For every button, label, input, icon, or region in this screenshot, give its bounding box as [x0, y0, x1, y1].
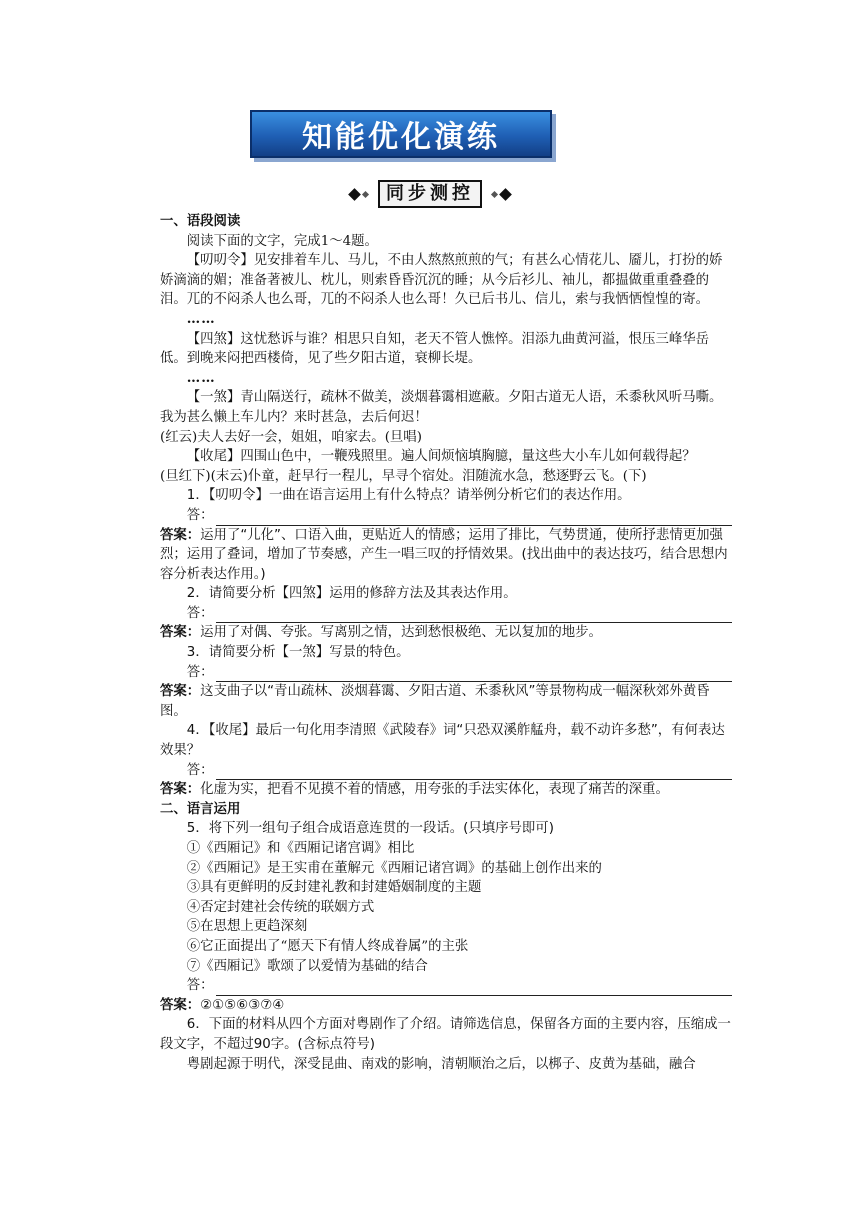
answer-label: 答案： [160, 997, 201, 1013]
stage-direction: (旦红下)(末云)仆童，赶早行一程儿，早寻个宿处。泪随流水急，愁逐野云飞。(下) [160, 468, 647, 484]
question-text: 1．【叨叨令】一曲在语言运用上有什么特点？请举例分析它们的表达作用。 [186, 488, 631, 504]
answer-label: 答案： [160, 527, 201, 543]
answer-line [160, 663, 732, 683]
answer-text: 运用了“儿化”、口语入曲，更贴近人的情感；运用了排比，气势贯通，使所抒悲情更加强烈；运用了叠词，增加了节奏感，产生一唱三叹的抒情效果。(找出曲中的表达技巧，结合思想内容分析表达作用。) [160, 527, 728, 582]
answer-paragraph [160, 996, 732, 1016]
subtitle-bar [0, 180, 860, 208]
ellipsis: …… [186, 369, 216, 386]
diamond-icon [348, 188, 361, 201]
answer-line [160, 976, 732, 996]
question-text: 4．【收尾】最后一句化用李清照《武陵春》词“只恐双溪舴艋舟，载不动许多愁”，有何表达效果？ [160, 723, 725, 759]
section-heading: 二、语言运用 [160, 801, 241, 817]
answer-prompt: 答： [186, 605, 214, 621]
passage-paragraph: 【收尾】四围山色中，一鞭残照里。遍人间烦恼填胸臆，量这些大小车儿如何载得起？ [186, 449, 696, 465]
answer-prompt: 答： [186, 664, 214, 680]
answer-line [160, 604, 732, 624]
list-item: ①《西厢记》和《西厢记诸宫调》相比 [186, 841, 415, 856]
list-item: ④否定封建社会传统的联姻方式 [186, 899, 375, 915]
answer-text: 化虚为实，把看不见摸不着的情感，用夸张的手法实体化，表现了痛苦的深重。 [200, 782, 669, 798]
answer-text: ②①⑤⑥③⑦④ [200, 997, 285, 1013]
stage-direction: (红云)夫人去好一会，姐姐，咱家去。(旦唱) [160, 429, 422, 445]
answer-text: 运用了对偶、夸张。写离别之情，达到愁恨极绝、无以复加的地步。 [200, 625, 602, 641]
answer-blank[interactable] [216, 765, 732, 780]
answer-prompt: 答： [186, 978, 214, 994]
question-text: 5．将下列一组句子组合成语意连贯的一段话。(只填序号即可) [186, 821, 554, 837]
list-item: ②《西厢记》是王实甫在董解元《西厢记诸宫调》的基础上创作出来的 [186, 860, 602, 876]
answer-paragraph [160, 526, 732, 585]
document-body [160, 212, 732, 1074]
question-text: 3．请简要分析【一煞】写景的特色。 [186, 645, 410, 661]
answer-blank[interactable] [216, 608, 732, 623]
answer-label: 答案： [160, 684, 201, 700]
ellipsis: …… [186, 310, 216, 327]
answer-blank[interactable] [216, 667, 732, 682]
answer-paragraph [160, 682, 732, 721]
passage-paragraph: 【叨叨令】见安排着车儿、马儿，不由人熬熬煎煎的气；有甚么心情花儿、靥儿，打扮的娇娇滴滴的媚；准备著被儿、枕儿，则索昏昏沉沉的睡；从今后衫儿、袖儿，都揾做重重叠叠的泪。兀的不闷杀人也么哥，兀的不闷杀人也么哥！久已后书儿、信儿，索与我恓恓惶惶的寄。 [160, 253, 723, 308]
question-text: 2．请简要分析【四煞】运用的修辞方法及其表达作用。 [186, 586, 517, 602]
answer-paragraph [160, 623, 732, 643]
instruction-text: 阅读下面的文字，完成1～4题。 [186, 233, 378, 249]
answer-text: 这支曲子以“青山疏林、淡烟暮霭、夕阳古道、禾黍秋风”等景物构成一幅深秋郊外黄昏图。 [160, 684, 710, 719]
answer-blank[interactable] [216, 981, 732, 996]
list-item: ⑦《西厢记》歌颂了以爱情为基础的结合 [186, 958, 428, 974]
answer-paragraph [160, 780, 732, 800]
question-text: 6．下面的材料从四个方面对粤剧作了介绍。请筛选信息，保留各方面的主要内容，压缩成一段文字，不超过90字。(含标点符号) [160, 1017, 731, 1052]
banner-title: 知能优化演练 [302, 120, 500, 155]
list-item: ③具有更鲜明的反封建礼教和封建婚姻制度的主题 [186, 880, 482, 896]
list-item: ⑥它正面提出了“愿天下有情人终成眷属”的主张 [186, 938, 469, 954]
passage-paragraph: 【四煞】这忧愁诉与谁？相思只自知，老天不管人憔悴。泪添九曲黄河溢，恨压三峰华岳低。到晚来闷把西楼倚，见了些夕阳古道，衰柳长堤。 [160, 331, 710, 367]
passage-paragraph: 粤剧起源于明代，深受昆曲、南戏的影响，清朝顺治之后，以梆子、皮黄为基础，融合 [186, 1056, 696, 1072]
answer-line [160, 506, 732, 526]
answer-label: 答案： [160, 782, 201, 798]
answer-line [160, 761, 732, 781]
section-heading: 一、语段阅读 [160, 214, 241, 229]
answer-prompt: 答： [186, 762, 214, 778]
section-subtitle: 同步测控 [378, 180, 482, 208]
list-item: ⑤在思想上更趋深刻 [186, 919, 308, 935]
answer-blank[interactable] [216, 511, 732, 526]
diamond-icon [491, 190, 498, 197]
answer-label: 答案： [160, 625, 201, 641]
diamond-icon [499, 188, 512, 201]
diamond-icon [362, 190, 369, 197]
answer-prompt: 答： [186, 507, 214, 523]
passage-paragraph: 【一煞】青山隔送行，疏林不做美，淡烟暮霭相遮蔽。夕阳古道无人语，禾黍秋风听马嘶。我为甚么懒上车儿内？来时甚急，去后何迟！ [160, 390, 723, 425]
title-banner [250, 110, 552, 158]
